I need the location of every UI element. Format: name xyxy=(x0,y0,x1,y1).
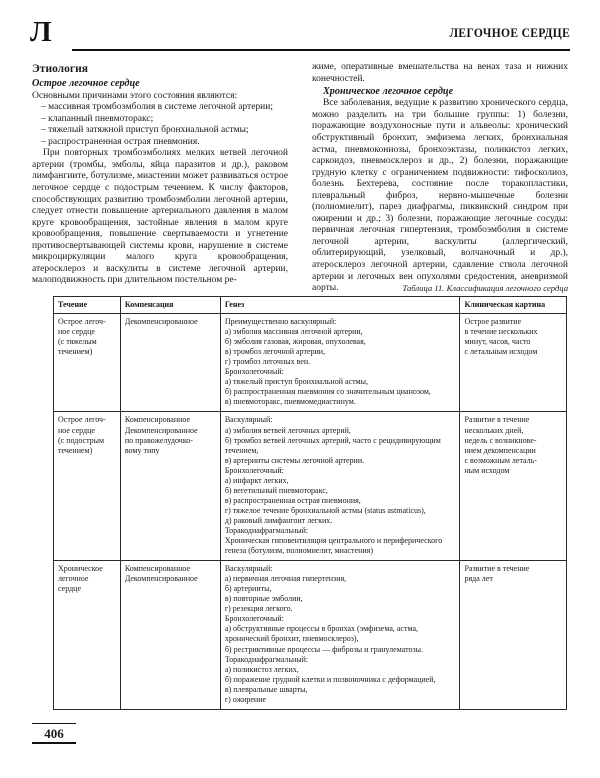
folio xyxy=(32,723,76,744)
cell-line: Декомпенсированное xyxy=(124,317,198,327)
column-header-compensation: Компенсация xyxy=(120,297,220,314)
cell-line: б) эмболия газовая, жировая, опухолевая, xyxy=(224,337,366,347)
cell-line: Торакодиафрагмальный: xyxy=(224,525,309,535)
subheading-chronic-cor-pulmonale: Хроническое легочное сердце xyxy=(323,86,454,98)
cause-item-2: – клапанный пневмоторакс; xyxy=(41,113,154,124)
cell-line: сердце xyxy=(58,584,81,594)
cell-line: минут, часов, часто xyxy=(464,337,531,347)
cell-line: Острое легоч- xyxy=(58,415,106,425)
left-body-paragraph: При повторных тромбоэмболиях мелких ветвей легочной артерии (тромбы, эмболы, яйца паразитов и др.), раковом лимфангиите, ботулизме, миастении может развиваться острое легочное сердце с подострым течением. К числу факторов, способствующих развитию тромбоэмболии легочной артерии, следует отнести повышение артериального давления в малом круге кровообращения, застойные явления в малом круге кровообращения, повышение свертываемости и угнетение противосвертывающей системы крови, нарушение в системе микроциркуляции малого круга кровообращения, атеросклероз и васкулиты в системе легочной артерии, малоподвижность при длительном постельном ре- xyxy=(32,148,288,286)
cell-line: в) тромбоз легочной артерии, xyxy=(224,347,326,357)
column-header-clinical: Клиническая картина xyxy=(460,297,567,314)
cell-compensation xyxy=(120,561,220,710)
cell-line: Компенсированное xyxy=(124,415,191,425)
table-row xyxy=(54,561,567,710)
cell-line: нием декомпенсации xyxy=(464,445,536,455)
right-body-paragraph: Все заболевания, ведущие к развитию хронического сердца, можно разделить на три большие группы: 1) болезни, поражающие воздухоносные пути и альвеолы: хронический обструктивный бронхит, эмфизема легких, бронхиальная астма, пневмокониозы, бронхоэктазы, поликистоз легких, саркоидоз, пневмосклероз и др., 2) болезни, поражающие грудную клетку с ограничением подвижности: тифосколиоз, болезнь Бехтерева, состояние после торакопластики, плевральный фиброз, нервно-мышечные болезни (полиомиелит), парез диафрагмы, пиквикский синдром при ожирении и др.; 3) болезни, поражающие легочные сосуды: первичная легочная гипертензия, тромбоэмболия в системе легочной артерии, васкулиты (аллергический, облитерирующий, узелковый, волчаночный и др.), атеросклероз легочной артерии, сдавление ствола легочной артерии и легочных вен опухолями средостения, аневризмой аорты. xyxy=(312,98,568,294)
cell-genesis xyxy=(220,561,460,710)
folio-rule-bottom xyxy=(32,742,76,743)
cell-line: нескольких дней, xyxy=(464,425,524,435)
cell-line: в) пневмоторакс, пневмомедиастинум. xyxy=(224,397,356,407)
running-head-title: ЛЕГОЧНОЕ СЕРДЦЕ xyxy=(449,26,570,40)
cell-line: Острое развитие xyxy=(464,317,522,327)
cell-line: Бронхолегочный: xyxy=(224,465,284,475)
cell-line: течением) xyxy=(58,445,93,455)
table-header-row xyxy=(54,297,567,314)
cell-line: течением) xyxy=(58,347,93,357)
cell-line: Острое легоч- xyxy=(58,317,106,327)
cell-line: а) первичная легочная гипертензия, xyxy=(224,574,347,584)
cell-line: Хроническое xyxy=(58,564,103,574)
page-number: 406 xyxy=(44,726,64,742)
cell-line: Декомпенсированное xyxy=(124,425,198,435)
cell-genesis xyxy=(220,412,460,561)
cell-line: Васкулярный: xyxy=(224,564,273,574)
cell-line: а) эмболия массивная легочной артерии, xyxy=(224,327,363,337)
cell-line: легочное xyxy=(58,574,89,584)
cell-genesis xyxy=(220,314,460,412)
classification-table-wrapper xyxy=(53,296,567,710)
cause-item-3: – тяжелый затяжной приступ бронхиальной астмы; xyxy=(41,125,249,136)
cell-line: Преимущественно васкулярный: xyxy=(224,317,337,327)
cell-line: а) тяжелый приступ бронхиальной астмы, xyxy=(224,377,369,387)
cell-line: в) распространенная острая пневмония, xyxy=(224,495,361,505)
cell-line: в) плевральные шварты, xyxy=(224,684,308,694)
cell-line: (с подострым xyxy=(58,435,105,445)
cell-line: г) тромбоз легочных вен. xyxy=(224,357,311,367)
intro-sentence: Основными причинами этого состояния являются: xyxy=(32,90,238,101)
table-caption: Таблица 11. Классификация легочного сердца xyxy=(402,283,568,293)
cell-line: г) резекция легкого. xyxy=(224,604,293,614)
cell-line: Бронхолегочный: xyxy=(224,367,284,377)
cell-line: в) артерииты системы легочной артерии. xyxy=(224,455,365,465)
cell-line: (с тяжелым xyxy=(58,337,97,347)
paragraph-continuation: жиме, оперативные вмешательства на венах таза и нижних конечностей. xyxy=(312,62,568,84)
subheading-acute-cor-pulmonale: Острое легочное сердце xyxy=(32,78,140,90)
cell-line: по правожелудочко- xyxy=(124,435,193,445)
cell-line: г) тяжелое течение бронхиальной астмы (status astmaticus), xyxy=(224,505,426,515)
cell-line: Торакодиафрагмальный: xyxy=(224,654,309,664)
cell-line: Развитие в течение xyxy=(464,564,530,574)
cell-line: недель с возникнове- xyxy=(464,435,537,445)
cell-course xyxy=(54,561,121,710)
cell-line: Васкулярный: xyxy=(224,415,273,425)
cell-line: б) тромбоз ветвей легочных артерий, часто с рецидивирующим течением, xyxy=(224,435,441,455)
column-header-genesis: Генез xyxy=(220,297,460,314)
cell-course xyxy=(54,314,121,412)
left-text-column xyxy=(32,62,288,287)
cell-clinical xyxy=(460,314,567,412)
table-body xyxy=(54,314,567,710)
cell-line: а) поликистоз легких, xyxy=(224,664,299,674)
cell-compensation xyxy=(120,314,220,412)
cell-line: Хроническая гиповентиляция центрального и периферического генеза (ботулизм, полиомиелит, миастения) xyxy=(224,536,443,556)
cell-line: ное сердце xyxy=(58,425,95,435)
cell-line: в течение нескольких xyxy=(464,327,538,337)
cause-item-4: – распространенная острая пневмония. xyxy=(41,136,200,147)
cell-line: ным исходом xyxy=(464,465,510,475)
cell-line: г) ожирение xyxy=(224,694,267,704)
cell-line: с возможным леталь- xyxy=(464,455,537,465)
cell-clinical xyxy=(460,412,567,561)
cell-line: Компенсированное xyxy=(124,564,191,574)
cell-line: Развитие в течение xyxy=(464,415,530,425)
cell-line: д) раковый лимфангоит легких. xyxy=(224,515,333,525)
running-head xyxy=(30,16,570,56)
cell-line: Декомпенсированное xyxy=(124,574,198,584)
right-text-column xyxy=(312,62,568,295)
cell-course xyxy=(54,412,121,561)
cell-line: б) поражение грудной клетки и позвоночника с деформацией, xyxy=(224,674,436,684)
running-head-rule xyxy=(72,49,570,51)
cell-line: б) вегетильный пневмоторакс, xyxy=(224,485,328,495)
cell-line: с летальным исходом xyxy=(464,347,538,357)
cell-line: а) обструктивные процессы в бронхах (эмфизема, астма, хронический бронхит, пневмосклероз), xyxy=(224,624,419,644)
cell-line: а) инфаркт легких, xyxy=(224,475,289,485)
cause-item-1: – массивная тромбоэмболия в системе легочной артерии; xyxy=(41,102,273,113)
heading-etiology: Этиология xyxy=(32,63,88,75)
cell-line: вому типу xyxy=(124,445,160,455)
cell-line: Бронхолегочный: xyxy=(224,614,284,624)
table-row xyxy=(54,314,567,412)
cell-line: в) повторные эмболии, xyxy=(224,594,303,604)
cell-line: б) рестриктивные процессы — фиброзы и гранулематозы. xyxy=(224,644,424,654)
cell-line: ряда лет xyxy=(464,574,493,584)
classification-table xyxy=(53,296,567,710)
section-initial-letter: Л xyxy=(30,16,52,48)
cell-line: ное сердце xyxy=(58,327,95,337)
cell-line: б) распространенная пневмония со значительным цианозом, xyxy=(224,387,431,397)
cell-line: а) эмболия ветвей легочных артерий, xyxy=(224,425,351,435)
cell-line: б) артерииты, xyxy=(224,584,272,594)
cell-compensation xyxy=(120,412,220,561)
column-header-course: Течение xyxy=(54,297,121,314)
table-row xyxy=(54,412,567,561)
cell-clinical xyxy=(460,561,567,710)
